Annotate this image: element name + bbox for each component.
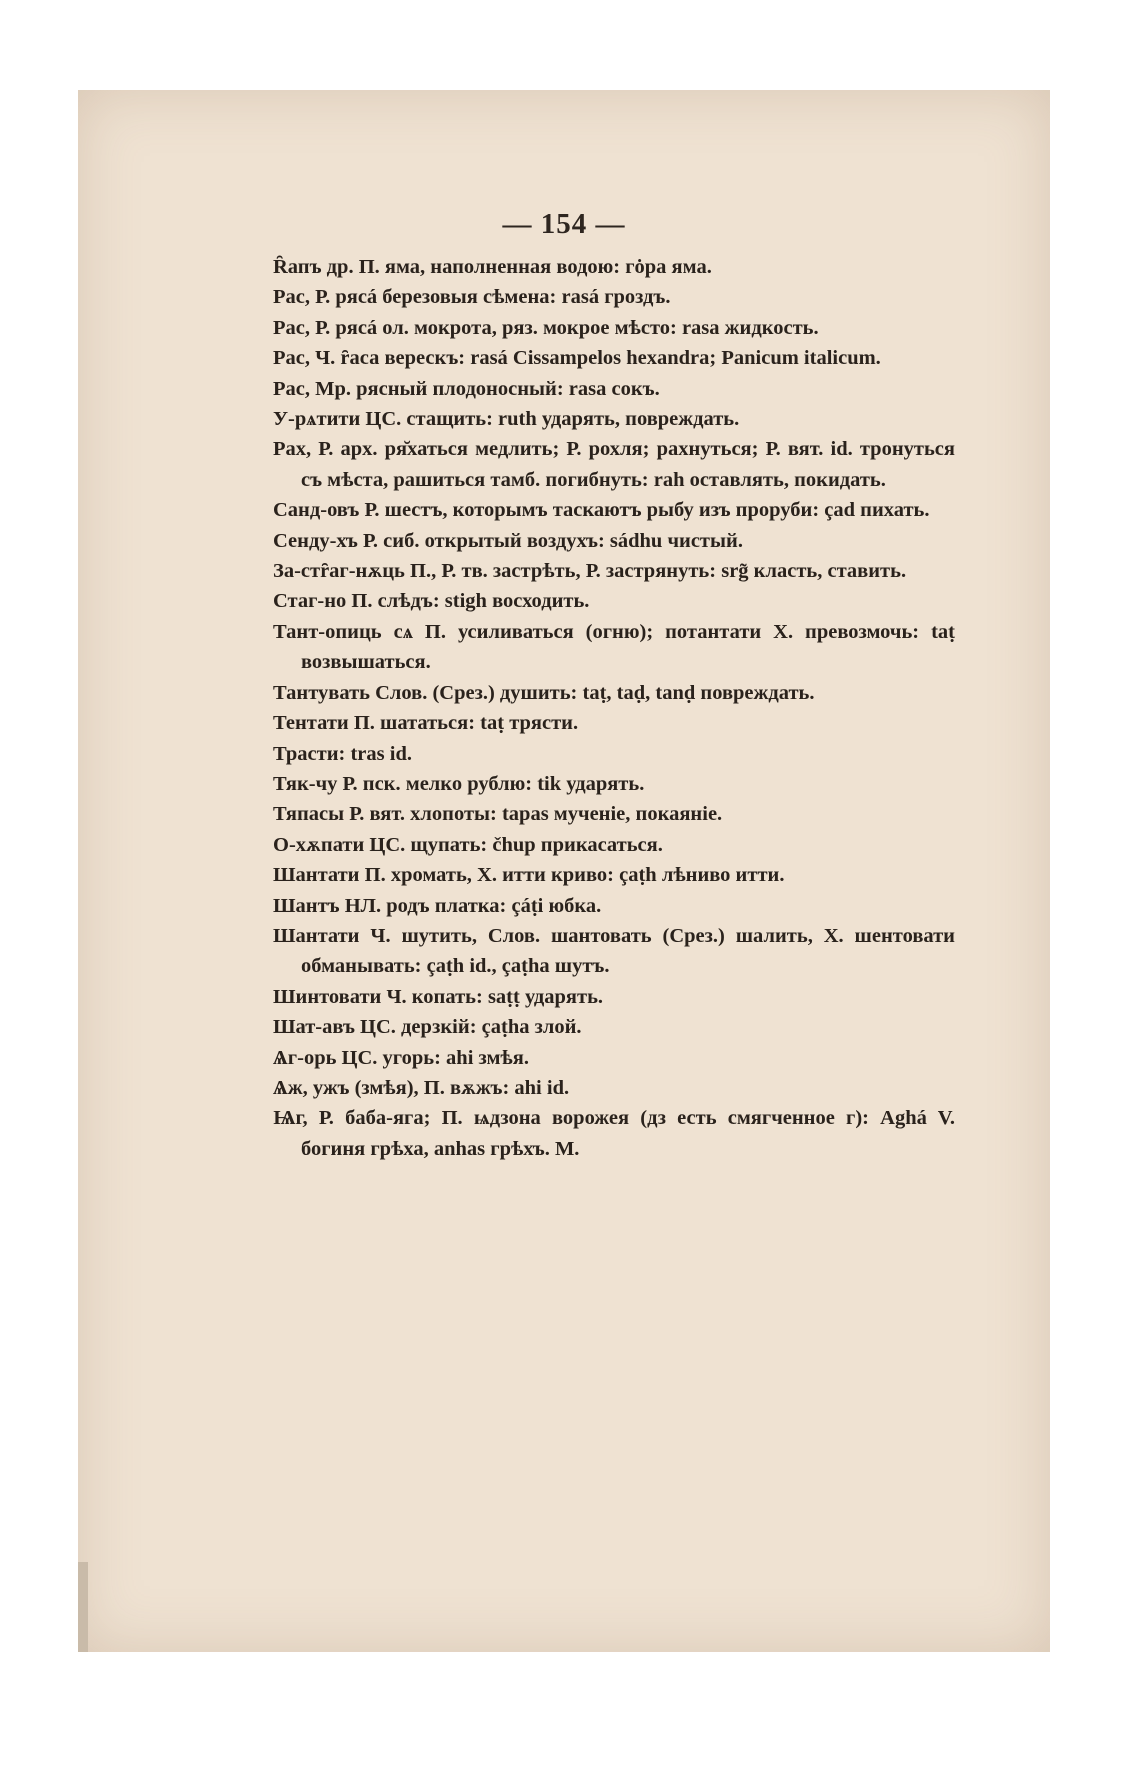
entry: Ȓапъ др. П. яма, наполненная водою: гȯра яма. (273, 256, 712, 278)
entry: Рас, Р. рясá березовыя сѣмена: rasá гроздъ. (273, 286, 671, 309)
entry: Ѧж, ужъ (змѣя), П. вѫжъ: ahi id. (273, 1076, 570, 1099)
entry: Сенду-хъ Р. сиб. открытый воздухъ: sádhu чистый. (273, 529, 743, 552)
entry: Тант-опиць сѧ П. усиливаться (огню); потантати Х. превозмочь: taṭ возвышаться. (273, 620, 955, 674)
entry: Шантъ НЛ. родъ платка: çáṭi юбка. (273, 894, 602, 917)
entry: Шантати П. хромать, Х. итти криво: çaṭh лѣниво итти. (273, 864, 785, 887)
entry: Рас, Р. рясá ол. мокрота, ряз. мокрое мѣсто: rasa жидкость. (273, 316, 819, 339)
entry: Тяпасы Р. вят. хлопоты: tapas мученіе, покаяніе. (273, 803, 723, 826)
entry: Стаг-но П. слѣдъ: stigh восходить. (273, 590, 590, 613)
entry: Ѩг, Р. баба-яга; П. ѩдзона ворожея (дз есть смягченное г): Aghá V. богиня грѣха, anhas грѣхъ. М. (273, 1107, 955, 1160)
entry: Рас, Ч. ȓаса верескъ: rasá Cissampelos hexandra; Panicum italicum. (273, 347, 881, 370)
entry: Рах, Р. арх. ря̆хаться медлить; Р. рохля; рахнуться; Р. вят. id. тронуться съ мѣста, рашиться тамб. погибнуть: rah оставлять, покидать. (273, 438, 955, 491)
entry: Трасти: tras id. (273, 742, 412, 765)
page-edge-shadow (78, 1562, 88, 1652)
entry: Шинтовати Ч. копать: saṭṭ ударять. (273, 985, 604, 1008)
entry: За-стȓаг-нѫць П., Р. тв. застрѣть, Р. застрянуть: srg̃ класть, ставить. (273, 560, 907, 583)
entry: Ѧг-орь ЦС. угорь: ahi змѣя. (273, 1046, 529, 1069)
entry: О-хѫпати ЦС. щупать: čhup прикасаться. (273, 833, 663, 856)
entry: Тяк-чу Р. пск. мелко рублю: tik ударять. (273, 772, 645, 795)
entry: Санд-овъ Р. шестъ, которымъ таскаютъ рыбу изъ проруби: çad пихать. (273, 499, 930, 522)
entry: Шантати Ч. шутить, Слов. шантовать (Срез.) шалить, Х. шентовати обманывать: çaṭh id., çaṭha шутъ. (273, 924, 955, 978)
dictionary-entries (273, 252, 955, 1164)
book-page (78, 90, 1050, 1652)
entry: У-рѧтити ЦС. стащить: ruth ударять, повреждать. (273, 408, 740, 431)
entry: Шат-авъ ЦС. дерзкій: çaṭha злой. (273, 1016, 582, 1039)
page-number: — 154 — (502, 208, 626, 240)
entry: Тантувать Слов. (Срез.) душить: taṭ, taḍ, tanḍ повреждать. (273, 681, 815, 704)
entry: Тентати П. шататься: taṭ трясти. (273, 712, 579, 735)
entry: Рас, Мр. рясный плодоносный: rasa сокъ. (273, 377, 660, 400)
